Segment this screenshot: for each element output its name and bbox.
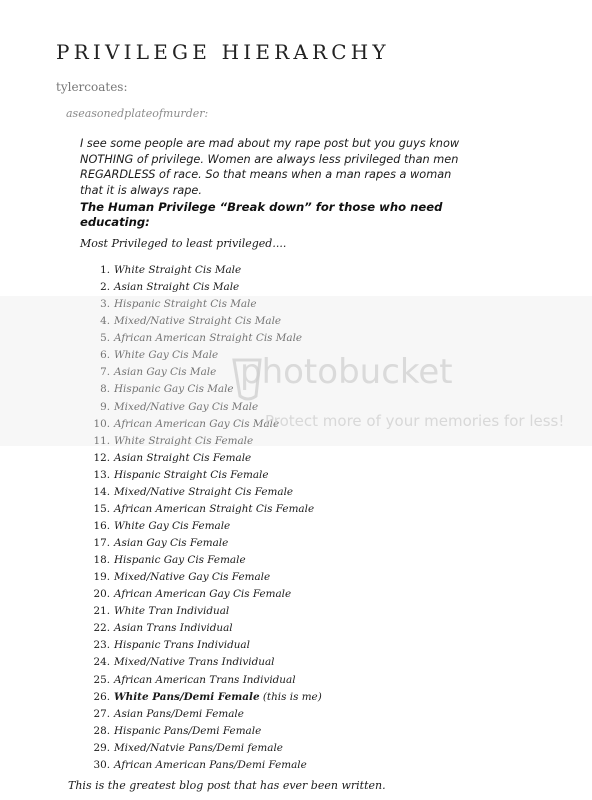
- list-item-text: Mixed/Native Gay Cis Female: [114, 571, 271, 584]
- list-item: [90, 416, 322, 433]
- list-item-text: Asian Trans Individual: [114, 622, 233, 635]
- list-item: [90, 757, 322, 774]
- list-item-text: White Gay Cis Female: [114, 519, 231, 532]
- list-item-text: Hispanic Gay Cis Male: [114, 383, 234, 396]
- list-item-number: 16.: [93, 519, 110, 532]
- list-item: [90, 518, 322, 535]
- list-item-text: African American Gay Cis Male: [114, 417, 280, 430]
- list-item: [90, 330, 322, 347]
- list-item: [90, 535, 322, 552]
- list-item-number: 15.: [93, 502, 110, 515]
- list-item-note: (this is me): [259, 690, 322, 703]
- list-item-text: African American Straight Cis Male: [114, 332, 303, 345]
- list-item: [90, 364, 322, 381]
- list-item-number: 13.: [93, 468, 110, 481]
- list-item-number: 17.: [93, 537, 110, 549]
- post-title: PRIVILEGE HIERARCHY: [56, 40, 390, 64]
- list-item: [90, 552, 322, 569]
- list-item-text: Hispanic Straight Cis Female: [114, 468, 269, 481]
- list-item-text: Hispanic Straight Cis Male: [114, 298, 257, 311]
- list-item-text: Asian Gay Cis Female: [114, 537, 229, 549]
- list-item-number: 30.: [93, 758, 110, 771]
- list-item-number: 11.: [93, 434, 110, 447]
- list-item-number: 24.: [93, 656, 110, 669]
- list-item: [90, 689, 322, 706]
- list-item-number: 1.: [100, 264, 110, 276]
- list-item-text: Mixed/Native Straight Cis Male: [114, 315, 282, 328]
- list-item-text: White Pans/Demi Female: [114, 690, 260, 703]
- list-item: [90, 262, 322, 279]
- list-item-number: 9.: [100, 400, 110, 413]
- list-item-number: 6.: [100, 349, 110, 362]
- list-item-text: Hispanic Gay Cis Female: [114, 554, 246, 567]
- list-item: [90, 637, 322, 654]
- list-item-text: Mixed/Native Straight Cis Female: [114, 485, 294, 498]
- list-item-number: 14.: [93, 485, 110, 498]
- list-item-number: 12.: [93, 451, 110, 464]
- list-item-number: 10.: [93, 417, 110, 430]
- list-item: [90, 381, 322, 398]
- list-item: [90, 603, 322, 620]
- list-item-number: 5.: [100, 332, 110, 345]
- list-item-text: White Gay Cis Male: [114, 349, 219, 362]
- list-item-number: 27.: [93, 707, 110, 720]
- list-item-number: 3.: [100, 298, 110, 311]
- list-item-number: 23.: [93, 639, 110, 652]
- watermark-brand: photobucket: [240, 352, 453, 392]
- list-item: [90, 450, 322, 467]
- list-item: [90, 654, 322, 671]
- list-item: [90, 672, 322, 689]
- list-item: [90, 706, 322, 723]
- list-item: [90, 399, 322, 416]
- list-item-number: 21.: [93, 605, 110, 618]
- list-item: [90, 467, 322, 484]
- list-item: [90, 740, 322, 757]
- list-item-text: Mixed/Natvie Pans/Demi female: [114, 741, 283, 754]
- list-item-text: African American Trans Individual: [114, 673, 296, 686]
- list-item-number: 20.: [93, 588, 110, 601]
- list-item: [90, 313, 322, 330]
- list-heading: The Human Privilege “Break down” for those who need educating:: [80, 200, 443, 229]
- list-item: [90, 723, 322, 740]
- watermark-tagline: Protect more of your memories for less!: [265, 412, 565, 430]
- list-item-number: 28.: [93, 724, 110, 737]
- list-item-text: African American Straight Cis Female: [114, 502, 315, 515]
- list-item: [90, 484, 322, 501]
- list-item-text: African American Pans/Demi Female: [114, 758, 307, 771]
- list-item-text: Mixed/Native Trans Individual: [114, 656, 275, 669]
- list-item-text: Asian Straight Cis Male: [114, 281, 240, 294]
- privilege-list: [90, 262, 322, 774]
- list-item-text: Asian Gay Cis Male: [114, 366, 217, 379]
- list-item-text: Hispanic Pans/Demi Female: [114, 724, 262, 737]
- list-item-number: 29.: [93, 741, 110, 754]
- list-item: [90, 569, 322, 586]
- list-item: [90, 620, 322, 637]
- list-subheading: Most Privileged to least privileged....: [80, 237, 287, 250]
- list-item: [90, 279, 322, 296]
- quoted-text: I see some people are mad about my rape post but you guys know NOTHING of privilege. Women are always less privileged than men REGARDLESS of race. So that means when a man rapes a woman that it is always rape.: [80, 137, 460, 197]
- list-item-text: Asian Pans/Demi Female: [114, 707, 244, 720]
- list-item-number: 7.: [100, 366, 110, 379]
- author-link[interactable]: tylercoates:: [56, 80, 128, 94]
- list-item-number: 22.: [93, 622, 110, 635]
- list-item-text: Asian Straight Cis Female: [114, 451, 252, 464]
- list-item-number: 25.: [93, 673, 110, 686]
- list-item: [90, 296, 322, 313]
- closing-remark: This is the greatest blog post that has ever been written.: [68, 779, 386, 792]
- list-item-text: Hispanic Trans Individual: [114, 639, 250, 652]
- list-item: [90, 501, 322, 518]
- list-item: [90, 433, 322, 450]
- list-item-number: 2.: [100, 281, 110, 294]
- list-item: [90, 347, 322, 364]
- list-item-number: 4.: [100, 315, 110, 328]
- list-item-text: White Straight Cis Male: [114, 264, 242, 276]
- list-item-number: 8.: [100, 383, 110, 396]
- list-item-number: 26.: [93, 690, 110, 703]
- list-item-text: Mixed/Native Gay Cis Male: [114, 400, 259, 413]
- list-item-text: White Straight Cis Female: [114, 434, 254, 447]
- list-item-number: 19.: [93, 571, 110, 584]
- list-item-text: White Tran Individual: [114, 605, 230, 618]
- reblog-source-link[interactable]: aseasonedplateofmurder:: [66, 107, 209, 120]
- list-item-text: African American Gay Cis Female: [114, 588, 292, 601]
- list-item: [90, 586, 322, 603]
- list-item-number: 18.: [93, 554, 110, 567]
